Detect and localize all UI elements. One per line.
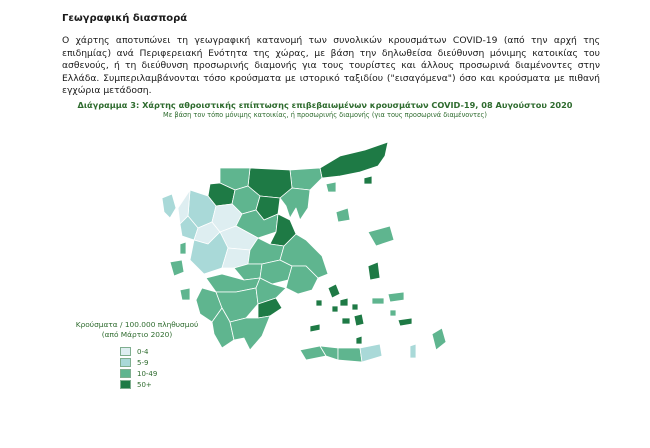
region-thira <box>356 336 362 344</box>
region-kos <box>398 318 412 326</box>
legend-swatch <box>120 369 131 378</box>
legend-swatch <box>120 358 131 367</box>
region-kerkyra <box>162 194 176 218</box>
region-naxos <box>354 314 364 326</box>
region-kefalonia <box>170 260 184 276</box>
region-mykonos <box>352 304 358 310</box>
region-limnos <box>336 208 350 222</box>
legend-item <box>120 379 157 390</box>
region-kea <box>316 300 322 306</box>
region-samos <box>388 292 404 302</box>
legend-title-line-2: (από Μάρτιο 2020) <box>101 330 173 339</box>
figure-title: Διάγραμμα 3: Χάρτης αθροιστικής επίπτωσης επιβεβαιωμένων κρουσμάτων COVID-19, 08 Αυγούστου 2020 <box>77 100 573 110</box>
region-paros <box>342 318 350 324</box>
legend-swatch <box>120 347 131 356</box>
legend-swatch <box>120 380 131 389</box>
legend-label: 5-9 <box>137 358 149 367</box>
region-zakynthos <box>180 288 190 300</box>
body-paragraph: Ο χάρτης αποτυπώνει τη γεωγραφική κατανομή των συνολικών κρουσμάτων COVID-19 (από την αρχή της επιδημίας) ανά Περιφερειακή Ενότητα της χώρας, με βάση την δηλωθείσα διεύθυνση μόνιμης κατοικίας του ασθενούς, ή τη διεύθυνση προσωρινής διαμονής για τους τουρίστες και άλλους προσωρινά διαμένοντες στην Ελλάδα. Συμπεριλαμβάνονται τόσο κρούσματα με ιστορικό ταξιδίου ("εισαγόμενα") όσο και κρούσματα με πιθανή εγχώρια μετάδοση. <box>62 35 600 97</box>
legend-item <box>120 368 157 379</box>
region-syros <box>332 306 338 312</box>
region-thasos <box>326 182 336 192</box>
region-kalymnos <box>390 310 396 316</box>
region-lasithi <box>360 344 382 362</box>
section-heading: Γεωγραφική διασπορά <box>62 13 188 24</box>
legend-item <box>120 357 157 368</box>
legend <box>120 346 157 390</box>
region-tinos <box>340 298 348 306</box>
legend-label: 10-49 <box>137 369 158 378</box>
region-lesvos <box>368 226 394 246</box>
region-karpathos <box>410 344 416 358</box>
region-chios <box>368 262 380 280</box>
legend-item <box>120 346 157 357</box>
region-lakonia <box>230 316 270 350</box>
region-irakleio <box>338 348 362 362</box>
region-milos <box>310 324 320 332</box>
region-ikaria <box>372 298 384 304</box>
legend-label: 0-4 <box>137 347 149 356</box>
figure-subtitle: Με βάση τον τόπο μόνιμης κατοικίας, ή προσωρινής διαμονής (για τους προσωρινά διαμένοντες) <box>163 111 487 119</box>
legend-label: 50+ <box>137 380 152 389</box>
region-rodos <box>432 328 446 350</box>
legend-title <box>62 320 212 340</box>
region-samothraki <box>364 176 372 184</box>
region-andros <box>328 284 340 298</box>
region-fokida <box>234 264 262 280</box>
legend-title-line-1: Κρούσματα / 100.000 πληθυσμού <box>75 320 199 329</box>
region-east-macedonia <box>290 168 322 190</box>
region-lefkada <box>180 242 186 254</box>
region-thrace <box>320 142 388 178</box>
